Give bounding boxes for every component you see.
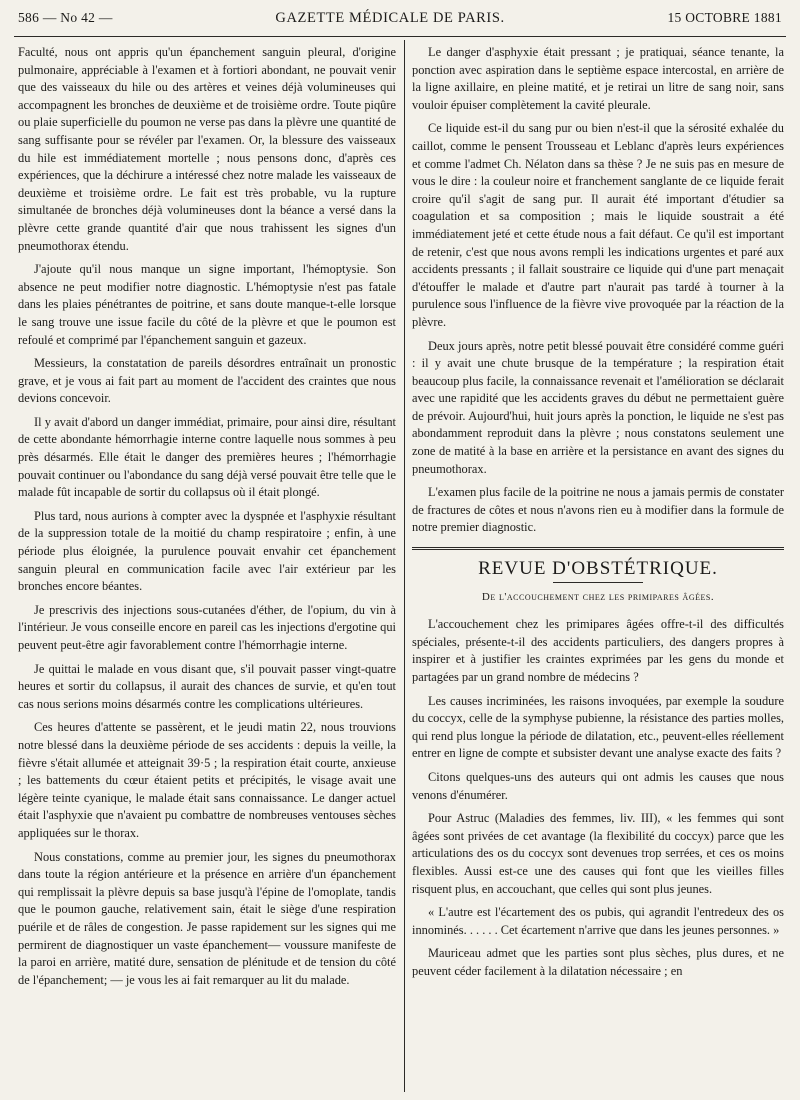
paragraph: « L'autre est l'écartement des os pubis, qui agrandit l'entredeux des os innominés. . . . . . Cet écartement n'arrive que dans les jeunes personnes. » [412, 905, 784, 937]
paragraph: Faculté, nous ont appris qu'un épanchement sanguin pleural, d'origine pulmonaire, appréciable à l'examen et à fortiori abondant, ne pouvait venir que des vaisseaux du hile ou des artères et veines déjà volumineuses qui accompagnent les bronches de deuxième et de troisième ordre. Toute piqûre ou plaie superficielle du poumon ne verse pas dans la plèvre une quantité de sang suffisante pour se révéler par l'examen. Or, la blessure des vaisseaux du hile est immédiatement mortelle ; nous pensons donc, d'après ces expériences, que la déchirure a intéressé chez notre malade les vaisseaux de deuxième et troisième ordre. Le fait est très probable, vu la rupture simultanée de bronches déjà volumineuses dont la béance a versé dans la plèvre cette grande quantité d'air que nous trahissent les signes d'un pneumothorax étendu. [18, 45, 396, 253]
right-column [412, 44, 784, 1092]
title-underline [553, 582, 643, 583]
left-column [18, 44, 396, 1092]
section-subtitle: De l'accouchement chez les primipares âgées. [481, 590, 715, 603]
paragraph: J'ajoute qu'il nous manque un signe important, l'hémoptysie. Son absence ne peut modifier notre diagnostic. L'hémoptysie n'est pas fatale dans les plaies pénétrantes de poitrine, et sans doute manque-t-elle lorsque le sang trouve une issue facile du côté de la plèvre et que le poumon est refoulé et comprimé par l'épanchement sanguin et gazeux. [18, 262, 396, 347]
paragraph: Il y avait d'abord un danger immédiat, primaire, pour ainsi dire, résultant de cette abondante hémorrhagie interne contre laquelle nous sommes à peu près désarmés. Elle était le danger des premières heures ; l'hémorrhagie pouvait continuer ou l'abondance du sang déjà versé pouvait être telle que le malade fût incapable de sortir du collapsus où il était plongé. [18, 414, 396, 500]
section-separator [412, 547, 784, 554]
paragraph: Nous constations, comme au premier jour, les signes du pneumothorax dans toute la région antérieure et la présence en arrière d'un épanchement qui remplissait la plèvre depuis sa base jusqu'à l'épine de l'omoplate, tandis que le poumon gauche, relativement sain, était le siège d'une respiration puérile et de râles de congestion. Je passe rapidement sur les signes qui me permirent de diagnostiquer un vaste épanchement— voussure manifeste de la paroi en arrière, matité dure, sensation de plénitude et de tension du côté de l'épanchement; — je vous les ai fait remarquer au lit du malade. [18, 849, 396, 987]
column-divider [404, 40, 405, 1092]
page-header [18, 10, 782, 34]
journal-title: GAZETTE MÉDICALE DE PARIS. [275, 10, 505, 26]
section-title: REVUE D'OBSTÉTRIQUE. [478, 558, 718, 580]
paragraph: Les causes incriminées, les raisons invoquées, par exemple la soudure du coccyx, celle de la symphyse pubienne, la résistance des parties molles, qui rend plus longue la période de dilatation, etc., peuvent-elles réellement entrer en ligne de compte et subsister devant une analyse exacte des faits ? [412, 693, 784, 761]
paragraph: Ce liquide est-il du sang pur ou bien n'est-il que la sérosité exhalée du caillot, comme le pensent Trousseau et Leblanc d'après leurs expériences et comme l'admet Ch. Nélaton dans sa thèse ? Je ne suis pas en mesure de vous le dire : la couleur noire et franchement sanglante de ce liquide ferait croire qu'il s'agit de sang pur. Il aurait été important d'étudier sa coagulation et sa composition ; mais le liquide soustrait a été immédiatement jeté et cette étude nous a fait défaut. Ce qu'il est important de retenir, c'est que nous avons rempli les indications urgentes et paré aux accidents pressants ; il fallait soustraire ce liquide qui d'une part menaçait d'étouffer le malade et d'autre part n'aurait pas tardé à tourner à la purulence sous l'influence de la fièvre vive provoquée par la réaction de la plèvre. [412, 121, 784, 329]
paragraph: Deux jours après, notre petit blessé pouvait être considéré comme guéri : il y avait une chute brusque de la température ; la respiration était beaucoup plus facile, la connaissance revenait et l'amélioration se déclarait avec une rapidité que les accidents graves du début ne permettaient guère de prévoir. Aujourd'hui, huit jours après la ponction, le liquide ne s'est pas abondamment reproduit dans la plèvre ; nous constatons seulement une zone de matité à la base en arrière et la persistance en avant des signes du pneumothorax. [412, 338, 784, 476]
issue-date: 15 OCTOBRE 1881 [667, 10, 782, 25]
paragraph: Je quittai le malade en vous disant que, s'il pouvait passer vingt-quatre heures et sortir du collapsus, il aurait des chances de survie, et qu'en tout cas nous serions moins désarmés contre les complications ultérieures. [18, 661, 396, 711]
paragraph: Plus tard, nous aurions à compter avec la dyspnée et l'asphyxie résultant de la suppression totale de la moitié du champ respiratoire ; enfin, à une période plus éloignée, la purulence pouvait envahir cet épanchement sanguin pleural en communication facile avec l'air extérieur par les bronches encore béantes. [18, 508, 396, 594]
paragraph: Messieurs, la constatation de pareils désordres entraînait un pronostic grave, et je vous ai fait part au moment de l'accident des craintes que nous devions concevoir. [18, 356, 396, 406]
paragraph: Citons quelques-uns des auteurs qui ont admis les causes que nous venons d'énumérer. [412, 769, 784, 802]
header-rule [14, 36, 786, 37]
paragraph: Le danger d'asphyxie était pressant ; je pratiquai, séance tenante, la ponction avec aspiration dans le septième espace intercostal, en arrière de la ligne axillaire, en pleine matité, et je retirai un litre de sang noir, sans vouloir épuiser complètement la cavité pleurale. [412, 45, 784, 112]
paragraph: L'examen plus facile de la poitrine ne nous a jamais permis de constater de fractures de côtes et nous n'avons rien eu à modifier dans la formule de notre premier diagnostic. [412, 485, 784, 535]
paragraph: Pour Astruc (Maladies des femmes, liv. III), « les femmes qui sont âgées sont privées de cet avantage (la flexibilité du coccyx) parce que les articulations des os du coccyx sont devenues trop serrées, et ces os moins flexibles. Aussi est-ce une des causes qui font que les vieilles filles risquent plus, en accouchant, que celles qui sont plus jeunes. [412, 811, 784, 896]
paragraph: Ces heures d'attente se passèrent, et le jeudi matin 22, nous trouvions notre blessé dans la deuxième période de ses accidents : depuis la veille, la fièvre s'était allumée et atteignait 39·5 ; la respiration était courte, anxieuse ; les battements du cœur étaient petits et précipités, le visage avait une légère teinte cyanique, le malade était sans connaissance. Le danger actuel était l'asphyxie que n'avaient pu combattre de nombreuses ventouses sèches appliquées sur le thorax. [18, 720, 396, 840]
paragraph: Je prescrivis des injections sous-cutanées d'éther, de l'opium, du vin à l'intérieur. Je vous conseille encore en pareil cas les injections d'ergotine qui peuvent peut-être agir favorablement contre l'hémorrhagie interne. [18, 602, 396, 652]
paragraph: Mauriceau admet que les parties sont plus sèches, plus dures, et ne peuvent céder facilement à la dilatation nécessaire ; en [412, 946, 784, 978]
page-number: 586 — No 42 — [18, 10, 113, 25]
paragraph: L'accouchement chez les primipares âgées offre-t-il des difficultés spéciales, présente-t-il des accidents particuliers, des dangers propres à inspirer et à justifier les craintes exprimées par les gens du monde et partagées par un grand nombre de médecins ? [412, 617, 784, 684]
